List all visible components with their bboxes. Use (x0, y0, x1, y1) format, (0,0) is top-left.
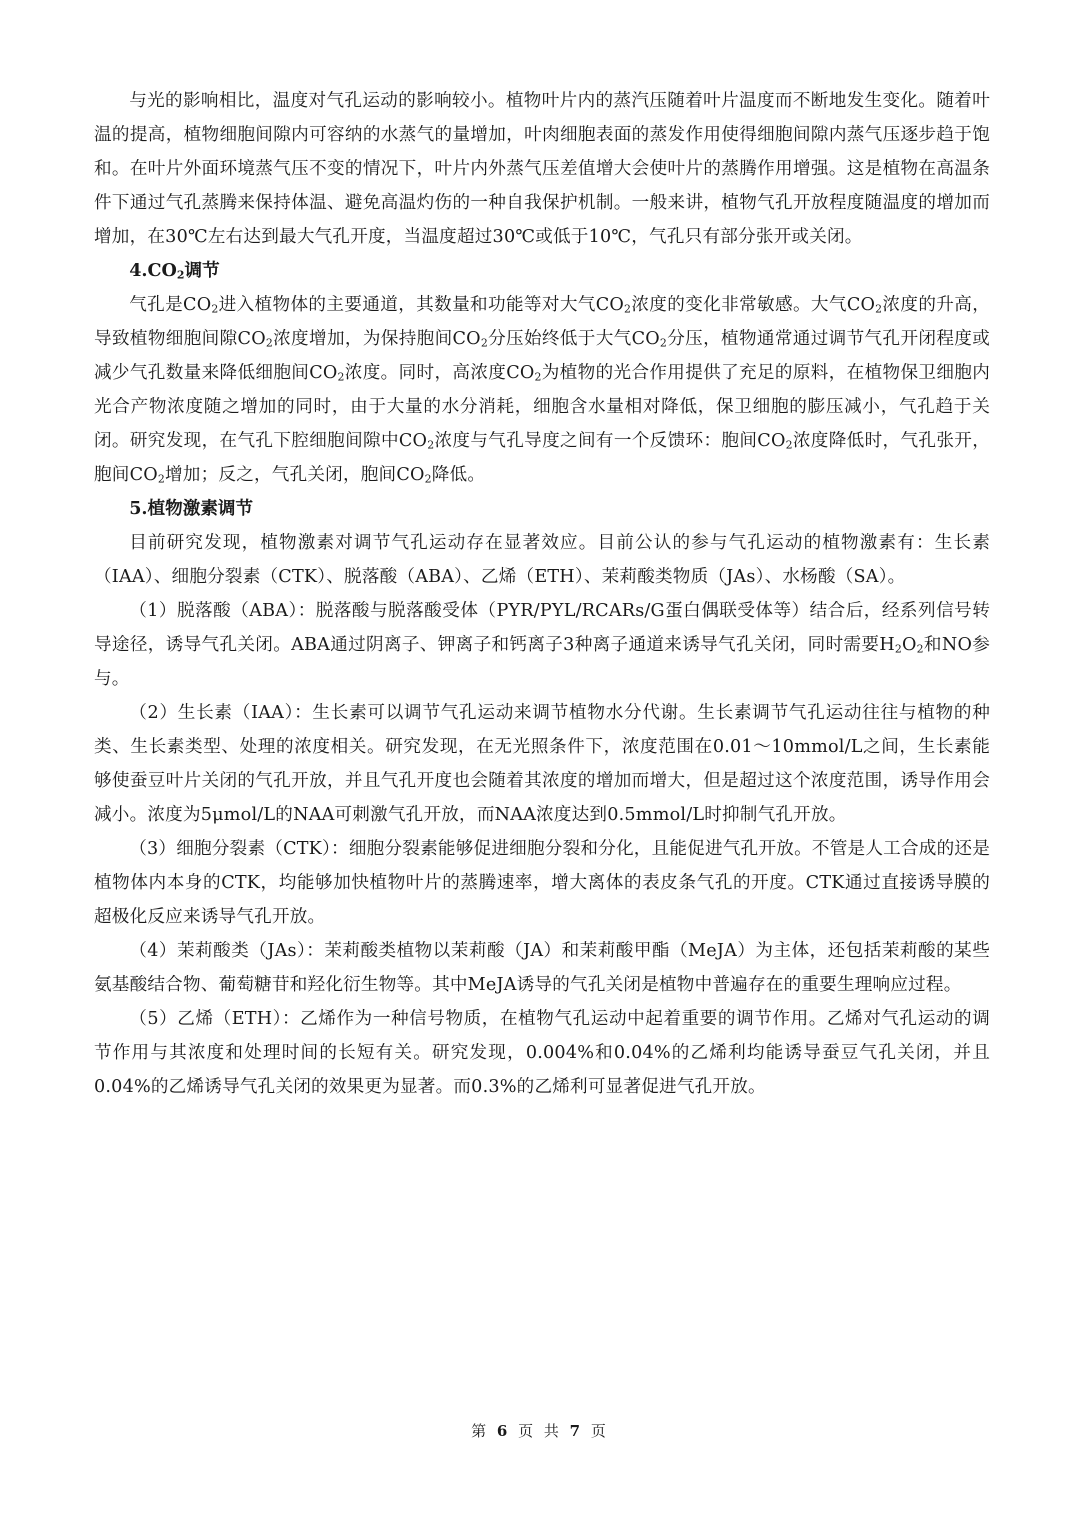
hormone-intro-paragraph: 目前研究发现，植物激素对调节气孔运动存在显著效应。目前公认的参与气孔运动的植物激素有：生长素（IAA）、细胞分裂素（CTK）、脱落酸（ABA）、乙烯（ETH）、茉莉酸类物质（JAs）、水杨酸（SA）。 (94, 533, 990, 587)
total-page-number: 7 (569, 1422, 584, 1440)
co2-heading: $4.CO_2$调节 (129, 260, 220, 282)
hormone-heading: 5.植物激素调节 (129, 498, 254, 519)
eth-paragraph: （5）乙烯（ETH）：乙烯作为一种信号物质，在植物气孔运动中起着重要的调节作用。乙烯对气孔运动的调节作用与其浓度和处理时间的长短有关。研究发现，0.004%和0.04%的乙烯利均能诱导蚕豆气孔关闭，并且0.04%的乙烯诱导气孔关闭的效果更为显著。而0.3%的乙烯利可显著促进气孔开放。 (94, 1009, 990, 1097)
iaa-paragraph: （2）生长素（IAA）：生长素可以调节气孔运动来调节植物水分代谢。生长素调节气孔运动往往与植物的种类、生长素类型、处理的浓度相关。研究发现，在无光照条件下，浓度范围在0.01～10mmol/L之间，生长素能够使蚕豆叶片关闭的气孔开放，并且气孔开度也会随着其浓度的增加而增大，但是超过这个浓度范围，诱导作用会减小。浓度为5μmol/L的NAA可刺激气孔开放，而NAA浓度达到0.5mmol/L时抑制气孔开放。 (94, 703, 990, 825)
aba-paragraph: （1）脱落酸（ABA）：脱落酸与脱落酸受体（PYR/PYL/RCARs/G蛋白偶联受体等）结合后，经系列信号转导途径，诱导气孔关闭。ABA通过阴离子、钾离子和钙离子3种离子通道来诱导气孔关闭，同时需要$H_2O_2$和NO参与。 (94, 601, 990, 689)
jas-paragraph: （4）茉莉酸类（JAs）：茉莉酸类植物以茉莉酸（JA）和茉莉酸甲酯（MeJA）为主体，还包括茉莉酸的某些氨基酸结合物、葡萄糖苷和羟化衍生物等。其中MeJA诱导的气孔关闭是植物中普遍存在的重要生理响应过程。 (94, 941, 990, 995)
page-number-footer: 第 6 页 共 7 页 (471, 1422, 609, 1440)
co2-paragraph: 气孔是$CO_2$进入植物体的主要通道，其数量和功能等对大气$CO_2$浓度的变化非常敏感。大气$CO_2$浓度的升高，导致植物细胞间隙$CO_2$浓度增加，为保持胞间$CO_2$分压始终低于大气$CO_2$分压，植物通常通过调节气孔开闭程度或减少气孔数量来降低细胞间$CO_2$浓度。同时，高浓度$CO_2$为植物的光合作用提供了充足的原料，在植物保卫细胞内光合产物浓度随之增加的同时，由于大量的水分消耗，细胞含水量相对降低，保卫细胞的膨压减小，气孔趋于关闭。研究发现，在气孔下腔细胞间隙中$CO_2$浓度与气孔导度之间有一个反馈环：胞间$CO_2$浓度降低时，气孔张开，胞间$CO_2$增加；反之，气孔关闭，胞间$CO_2$降低。 (94, 295, 991, 486)
document-body (94, 84, 990, 1104)
temperature-paragraph: 与光的影响相比，温度对气孔运动的影响较小。植物叶片内的蒸汽压随着叶片温度而不断地发生变化。随着叶温的提高，植物细胞间隙内可容纳的水蒸气的量增加，叶肉细胞表面的蒸发作用使得细胞间隙内蒸气压逐步趋于饱和。在叶片外面环境蒸气压不变的情况下，叶片内外蒸气压差值增大会使叶片的蒸腾作用增强。这是植物在高温条件下通过气孔蒸腾来保持体温、避免高温灼伤的一种自我保护机制。一般来讲，植物气孔开放程度随温度的增加而增加，在30℃左右达到最大气孔开度，当温度超过30℃或低于10℃，气孔只有部分张开或关闭。 (94, 91, 990, 247)
ctk-paragraph: （3）细胞分裂素（CTK）：细胞分裂素能够促进细胞分裂和分化，且能促进气孔开放。不管是人工合成的还是植物体内本身的CTK，均能够加快植物叶片的蒸腾速率，增大离体的表皮条气孔的开度。CTK通过直接诱导膜的超极化反应来诱导气孔开放。 (94, 839, 990, 927)
current-page-number: 6 (496, 1422, 511, 1440)
